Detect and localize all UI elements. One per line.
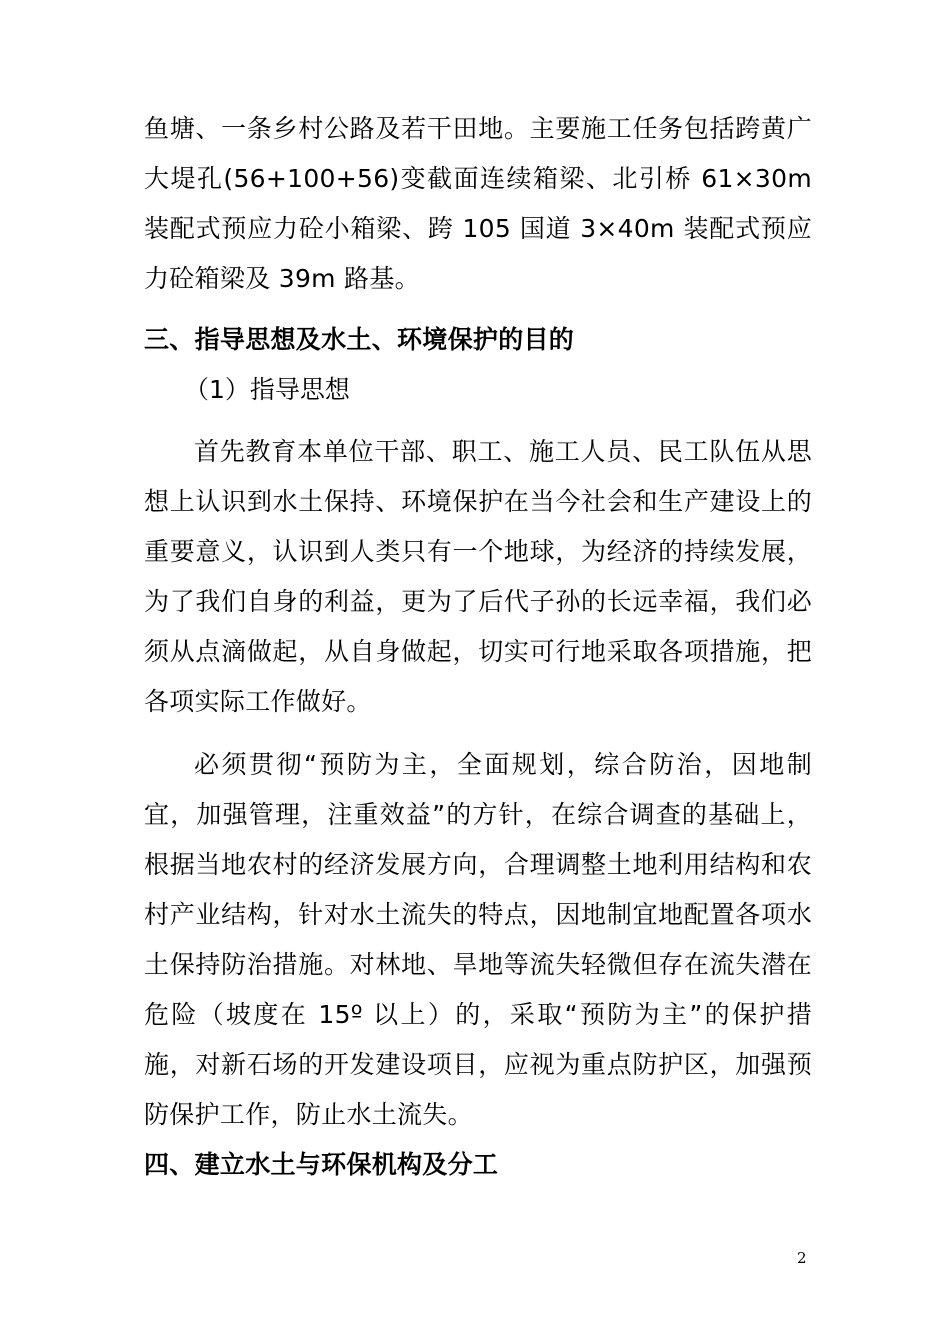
page-number: 2 [797,1249,807,1267]
section-heading-3: 三、指导思想及水土、环境保护的目的 [144,325,575,354]
paragraph-intro: 鱼塘、一条乡村公路及若干田地。主要施工任务包括跨黄广大堤孔(56+100+56)变截面连续箱梁、北引桥 61×30m 装配式预应力砼小箱梁、跨 105 国道 3×40m 装配式预应力砼箱梁及 39m 路基。 [144,114,812,293]
paragraph-guiding-1: 首先教育本单位干部、职工、施工人员、民工队伍从思想上认识到水土保持、环境保护在当今社会和生产建设上的重要意义，认识到人类只有一个地球，为经济的持续发展，为了我们自身的利益，更为了后代子孙的长远幸福，我们必须从点滴做起，从自身做起，切实可行地采取各项措施，把各项实际工作做好。 [144,437,812,716]
section-heading-4: 四、建立水土与环保机构及分工 [144,1150,499,1179]
subsection-heading-guiding-thought: （1）指导思想 [184,375,350,404]
document-body [144,104,812,1190]
paragraph-guiding-2: 必须贯彻“预防为主，全面规划，综合防治，因地制宜，加强管理，注重效益”的方针，在综合调查的基础上，根据当地农村的经济发展方向，合理调整土地利用结构和农村产业结构，针对水土流失的特点，因地制宜地配置各项水土保持防治措施。对林地、旱地等流失轻微但存在流失潜在危险（坡度在 15º 以上）的，采取“预防为主”的保护措施，对新石场的开发建设项目，应视为重点防护区，加强预防保护工作，防止水土流失。 [144,750,812,1129]
